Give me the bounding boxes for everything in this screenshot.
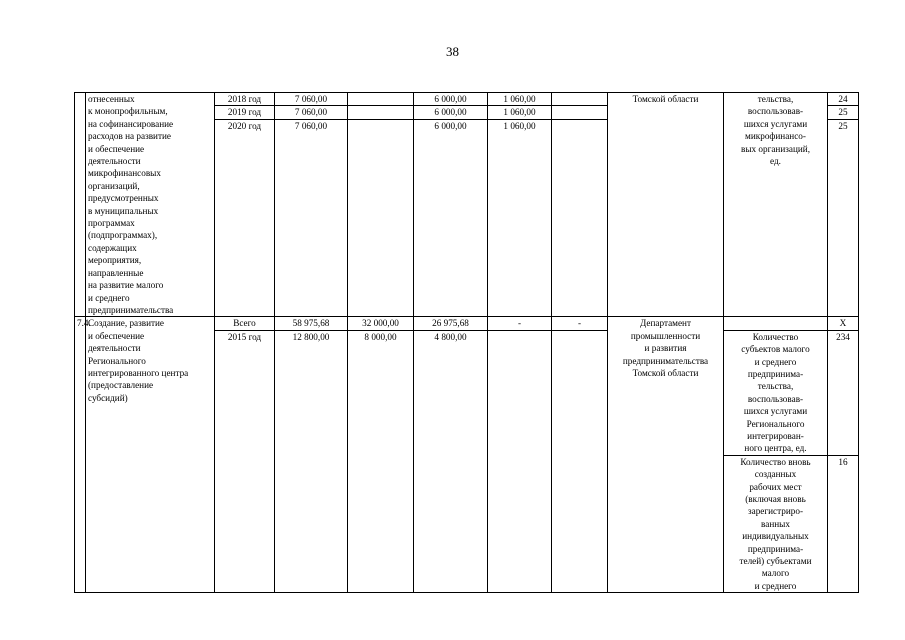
municipal-cell: 1 060,00	[488, 93, 552, 106]
municipal-cell	[488, 330, 552, 593]
regional-cell: 6 000,00	[414, 106, 488, 119]
regional-cell: 6 000,00	[414, 93, 488, 106]
value-cell: Х	[828, 317, 859, 330]
year-cell: 2020 год	[215, 119, 275, 316]
regional-cell: 6 000,00	[414, 119, 488, 316]
indicator-cell	[724, 317, 828, 330]
federal-cell	[348, 119, 414, 316]
federal-cell	[348, 93, 414, 106]
department-cell: Томской области	[608, 93, 724, 317]
regional-cell: 26 975,68	[414, 317, 488, 330]
value-cell: 25	[828, 119, 859, 316]
total-cell: 7 060,00	[275, 93, 348, 106]
regional-cell: 4 800,00	[414, 330, 488, 593]
year-cell: 2015 год	[215, 330, 275, 593]
other-cell	[552, 119, 608, 316]
program-table	[74, 92, 859, 593]
indicator-cell: тельства, воспользовав- шихся услугами микрофинансо- вых организаций, ед.	[724, 93, 828, 317]
other-cell	[552, 93, 608, 106]
other-cell	[552, 330, 608, 593]
federal-cell: 8 000,00	[348, 330, 414, 593]
page-number: 38	[446, 44, 459, 59]
other-cell	[552, 106, 608, 119]
indicator-cell: Количество вновь созданных рабочих мест (включая вновь зарегистриро- ванных индивидуальных предпринима- телей) субъектами малого и среднего	[724, 455, 828, 592]
municipal-cell: -	[488, 317, 552, 330]
municipal-cell: 1 060,00	[488, 119, 552, 316]
total-cell: 12 800,00	[275, 330, 348, 593]
value-cell: 234	[828, 330, 859, 455]
federal-cell: 32 000,00	[348, 317, 414, 330]
year-cell: 2019 год	[215, 106, 275, 119]
row-number-cell	[75, 93, 86, 317]
municipal-cell: 1 060,00	[488, 106, 552, 119]
value-cell: 24	[828, 93, 859, 106]
activity-name-cell: Создание, развитие и обеспечение деятельности Регионального интегрированного центра (предоставление субсидий)	[86, 317, 215, 593]
indicator-cell: Количество субъектов малого и среднего предпринима- тельства, воспользовав- шихся услугами Регионального интегрирован- ного центра, ед.	[724, 330, 828, 455]
table-row	[75, 93, 859, 106]
year-cell: 2018 год	[215, 93, 275, 106]
department-cell: Департамент промышленности и развития предпринимательства Томской области	[608, 317, 724, 593]
total-cell: 7 060,00	[275, 119, 348, 316]
activity-name-cell: отнесенных к монопрофильным, на софинансирование расходов на развитие и обеспечение деятельности микрофинансовых организаций, предусмотренных в муниципальных программах (подпрограммах), содержащих мероприятия, направленные на развитие малого и среднего предпринимательства	[86, 93, 215, 317]
value-cell: 25	[828, 106, 859, 119]
row-number-cell: 7.4.	[75, 317, 86, 593]
value-cell: 16	[828, 455, 859, 592]
other-cell: -	[552, 317, 608, 330]
year-cell: Всего	[215, 317, 275, 330]
federal-cell	[348, 106, 414, 119]
total-cell: 58 975,68	[275, 317, 348, 330]
total-cell: 7 060,00	[275, 106, 348, 119]
table-row	[75, 317, 859, 330]
